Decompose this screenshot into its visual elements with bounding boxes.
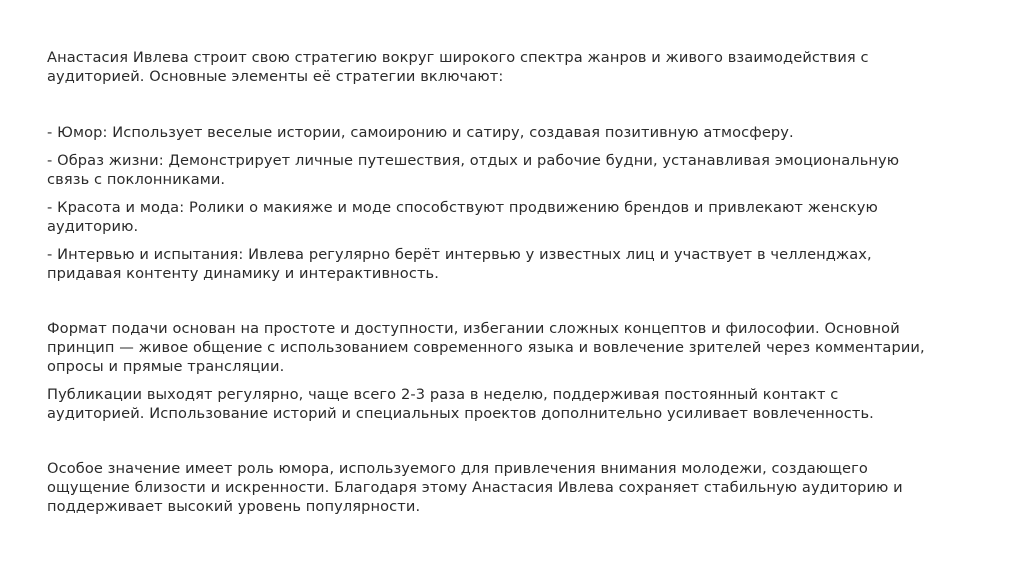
- bullet-lifestyle: - Образ жизни: Демонстрирует личные путешествия, отдых и рабочие будни, устанавливая эмоциональную связь с поклонниками.: [47, 152, 900, 188]
- bullet-humor: - Юмор: Использует веселые истории, самоиронию и сатиру, создавая позитивную атмосферу.: [47, 124, 794, 141]
- intro-paragraph: Анастасия Ивлева строит свою стратегию вокруг широкого спектра жанров и живого взаимодействия с аудиторией. Основные элементы её стратегии включают:: [47, 49, 869, 85]
- format-paragraph: Формат подачи основан на простоте и доступности, избегании сложных концептов и философии. Основной принцип — живое общение с использованием современного языка и вовлечение зрителей через комментарии, опросы и прямые трансляции.: [47, 320, 925, 375]
- publication-paragraph: Публикации выходят регулярно, чаще всего 2-3 раза в неделю, поддерживая постоянный контакт с аудиторией. Использование историй и специальных проектов дополнительно усиливает вовлеченность.: [47, 386, 874, 422]
- conclusion-paragraph: Особое значение имеет роль юмора, используемого для привлечения внимания молодежи, создающего ощущение близости и искренности. Благодаря этому Анастасия Ивлева сохраняет стабильную аудиторию и поддерживает высокий уровень популярности.: [47, 460, 903, 515]
- slide-text-body: [47, 48, 927, 525]
- bullet-interviews-challenges: - Интервью и испытания: Ивлева регулярно берёт интервью у известных лиц и участвует в челленджах, придавая контенту динамику и интерактивность.: [47, 246, 872, 282]
- bullet-beauty-fashion: - Красота и мода: Ролики о макияже и моде способствуют продвижению брендов и привлекают женскую аудиторию.: [47, 199, 878, 235]
